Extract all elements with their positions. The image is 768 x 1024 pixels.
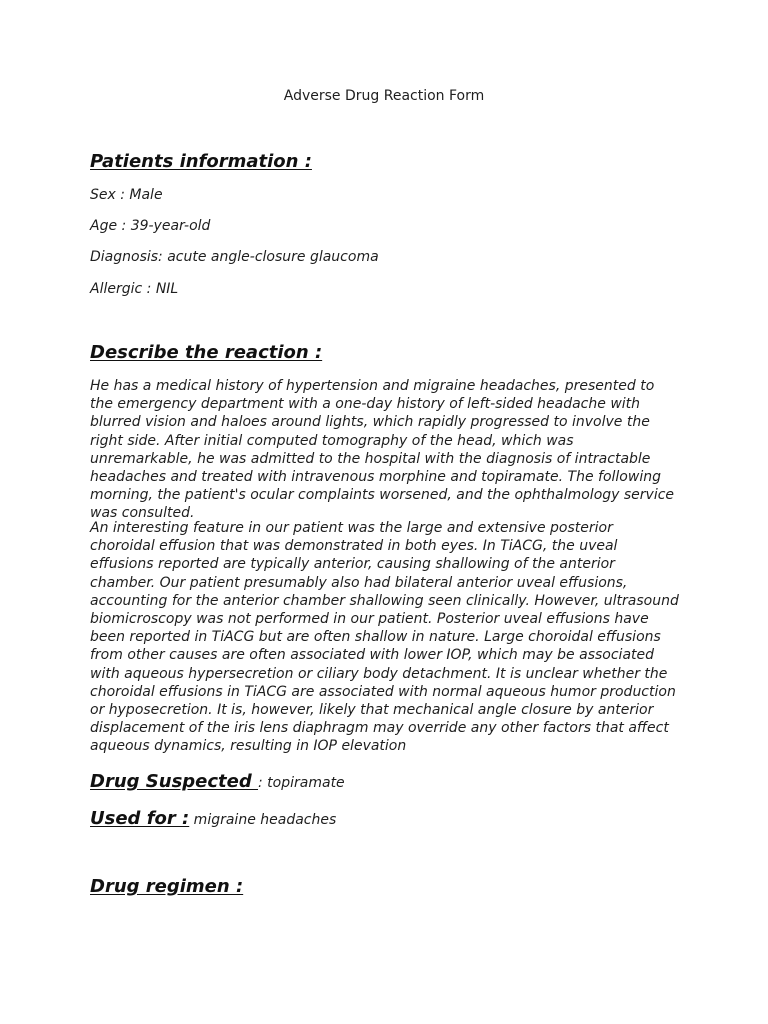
patient-age: Age : 39-year-old (90, 218, 211, 234)
used-for-value: migraine headaches (189, 812, 337, 828)
drug-suspected-label: Drug Suspected (90, 771, 259, 792)
used-for-row (90, 808, 336, 829)
drug-regimen-heading: Drug regimen : (90, 876, 244, 897)
document-title: Adverse Drug Reaction Form (283, 88, 485, 104)
reaction-paragraph-2: An interesting feature in our patient was the large and extensive posterior choroidal effusion that was demonstrated in both eyes. In TiACG, the uveal effusions reported are typically anterior, causing shallowing of the anterior chamber. Our patient presumably also had bilateral anterior uveal effusions, accounting for the anterior chamber shallowing seen clinically. However, ultrasound biomicroscopy was not performed in our patient. Posterior uveal effusions have been reported in TiACG but are often shallow in nature. Large choroidal effusions from other causes are often associated with lower IOP, which may be associated with aqueous hypersecretion or ciliary body detachment. It is unclear whether the choroidal effusions in TiACG are associated with normal aqueous humor production or hyposecretion. It is, however, likely that mechanical angle closure by anterior displacement of the iris lens diaphragm may override any other factors that affect aqueous dynamics, resulting in IOP elevation (90, 520, 679, 755)
reaction-heading: Describe the reaction : (90, 342, 323, 363)
used-for-label: Used for : (90, 808, 190, 829)
reaction-paragraph-1: He has a medical history of hypertension and migraine headaches, presented to the emergency department with a one-day history of left-sided headache with blurred vision and haloes around lights, which rapidly progressed to involve the right side. After initial computed tomography of the head, which was unremarkable, he was admitted to the hospital with the diagnosis of intractable headaches and treated with intravenous morphine and topiramate. The following morning, the patient's ocular complaints worsened, and the ophthalmology service was consulted. (90, 378, 675, 522)
patient-allergic: Allergic : NIL (90, 281, 179, 297)
patient-sex: Sex : Male (90, 187, 163, 203)
patient-diagnosis: Diagnosis: acute angle-closure glaucoma (90, 249, 379, 265)
drug-suspected-row (90, 771, 345, 792)
drug-suspected-value: : topiramate (258, 775, 345, 791)
patient-info-heading: Patients information : (90, 151, 312, 172)
